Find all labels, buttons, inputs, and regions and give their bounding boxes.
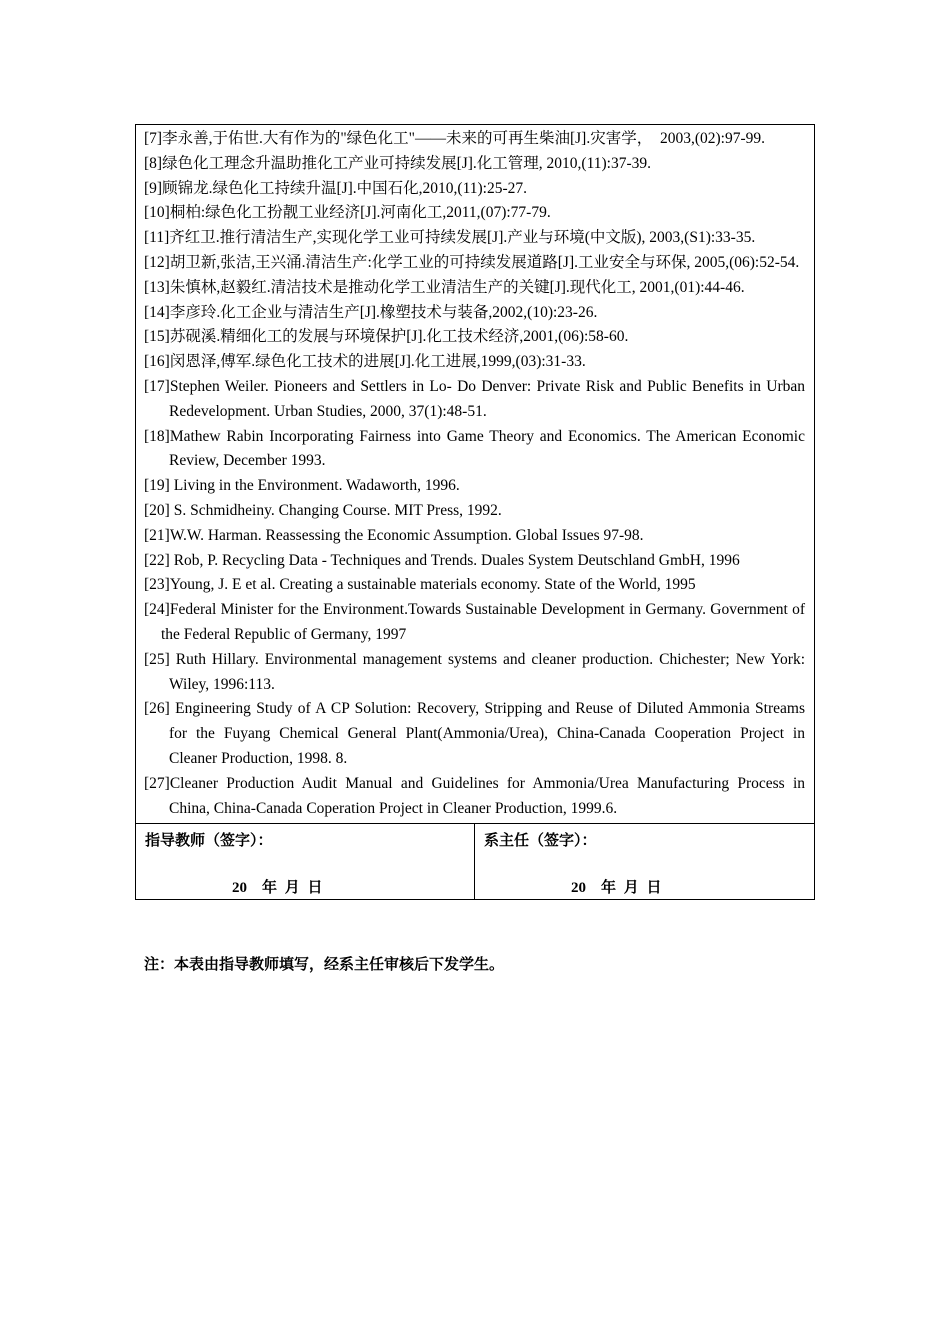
- reference-item: [14]李彦玲.化工企业与清洁生产[J].橡塑技术与装备,2002,(10):23-26.: [144, 303, 598, 321]
- reference-item: [26] Engineering Study of A CP Solution: Recovery, Stripping and Reuse of Diluted Ammonia Streams for the Fuyang Chemical General Plant(Ammonia/Urea), China-Canada Cooperation Project in Cleaner Production, 1998. 8.: [144, 700, 805, 767]
- department-head-signature-date: 20 年 月 日: [571, 880, 662, 897]
- reference-item: [16]闵恩泽,傅军.绿色化工技术的进展[J].化工进展,1999,(03):31-33.: [144, 353, 586, 371]
- reference-item: [24]Federal Minister for the Environment.Towards Sustainable Development in Germany. Government of the Federal Republic of Germany, 1997: [144, 601, 805, 643]
- reference-item: [7]李永善,于佑世.大有作为的"绿色化工"——未来的可再生柴油[J].灾害学， 2003,(02):97-99.: [144, 130, 766, 147]
- advisor-signature-label: 指导教师（签字）：: [145, 833, 273, 850]
- footnote: 注：本表由指导教师填写，经系主任审核后下发学生。: [144, 957, 505, 973]
- reference-item: [19] Living in the Environment. Wadaworth, 1996.: [144, 477, 460, 495]
- reference-item: [27]Cleaner Production Audit Manual and Guidelines for Ammonia/Urea Manufacturing Process in China, China-Canada Coperation Project in Cleaner Production, 1999.6.: [144, 774, 805, 817]
- references-table: [135, 124, 815, 900]
- reference-item: [8]绿色化工理念升温助推化工产业可持续发展[J].化工管理, 2010,(11):37-39.: [144, 154, 652, 172]
- reference-item: [23]Young, J. E et al. Creating a sustainable materials economy. State of the World, 1995: [144, 576, 696, 594]
- reference-item: [21]W.W. Harman. Reassessing the Economic Assumption. Global Issues 97-98.: [144, 526, 644, 544]
- reference-item: [13]朱慎林,赵毅红.清洁技术是推动化学工业清洁生产的关键[J].现代化工, 2001,(01):44-46.: [144, 278, 745, 296]
- reference-item: [15]苏砚溪.精细化工的发展与环境保护[J].化工技术经济,2001,(06):58-60.: [144, 328, 629, 346]
- advisor-signature-date: 20 年 月 日: [232, 880, 323, 897]
- reference-item: [20] S. Schmidheiny. Changing Course. MIT Press, 1992.: [144, 501, 502, 519]
- reference-item: [9]顾锦龙.绿色化工持续升温[J].中国石化,2010,(11):25-27.: [144, 179, 528, 197]
- reference-list: [136, 125, 814, 823]
- reference-item: [22] Rob, P. Recycling Data - Techniques and Trends. Duales System Deutschland GmbH, 1996: [144, 551, 740, 569]
- signature-row: [136, 823, 814, 899]
- reference-item: [18]Mathew Rabin Incorporating Fairness into Game Theory and Economics. The American Economic Review, December 1993.: [144, 427, 805, 470]
- reference-item: [17]Stephen Weiler. Pioneers and Settlers in Lo- Do Denver: Private Risk and Public Benefits in Urban Redevelopment. Urban Studies, 2000, 37(1):48-51.: [144, 377, 805, 420]
- reference-item: [25] Ruth Hillary. Environmental management systems and cleaner production. Chichester; New York: Wiley, 1996:113.: [144, 650, 805, 693]
- department-head-signature-cell: [475, 824, 814, 899]
- reference-item: [11]齐红卫.推行清洁生产,实现化学工业可持续发展[J].产业与环境(中文版), 2003,(S1):33-35.: [144, 229, 756, 247]
- reference-item: [10]桐柏:绿色化工扮靓工业经济[J].河南化工,2011,(07):77-79.: [144, 204, 551, 222]
- reference-item: [12]胡卫新,张洁,王兴涌.清洁生产:化学工业的可持续发展道路[J].工业安全与环保, 2005,(06):52-54.: [144, 253, 800, 271]
- advisor-signature-cell: [136, 824, 475, 899]
- department-head-signature-label: 系主任（签字）：: [484, 833, 597, 850]
